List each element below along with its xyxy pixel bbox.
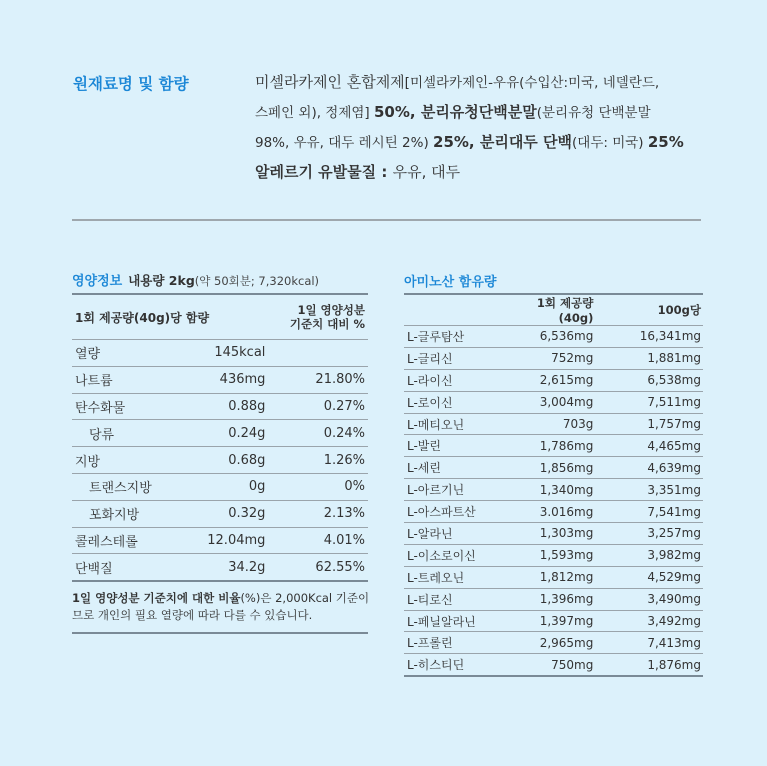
amino-serving: 1,812mg	[514, 566, 593, 588]
nutrition-row	[72, 447, 368, 474]
nutrient-name: 지방	[72, 447, 197, 474]
amino-name: L-글리신	[404, 347, 514, 369]
capacity-label: 내용량 2kg	[128, 273, 195, 288]
amino-per100g: 3,492mg	[593, 610, 703, 632]
nutrition-header	[72, 270, 319, 289]
amino-serving: 1,340mg	[514, 479, 593, 501]
nutrition-table	[72, 293, 368, 582]
amino-name: L-히스티딘	[404, 654, 514, 676]
ingredient-part: 25%	[647, 133, 684, 151]
nutrient-amount: 0.88g	[197, 393, 266, 420]
nutrition-row	[72, 554, 368, 581]
nutrient-name: 단백질	[72, 554, 197, 581]
amino-per100g: 4,529mg	[593, 566, 703, 588]
footnote-bold: 1일 영양성분 기준치에 대한 비율	[72, 591, 241, 605]
nutrition-row	[72, 393, 368, 420]
amino-body	[404, 326, 703, 677]
allergy-value: 우유, 대두	[392, 163, 461, 181]
nutrient-dv: 21.80%	[265, 366, 368, 393]
allergy-label: 알레르기 유발물질 :	[255, 163, 393, 181]
ingredient-part: 25%, 분리대두 단백	[433, 133, 573, 151]
amino-row	[404, 501, 703, 523]
nutrient-dv: 4.01%	[265, 527, 368, 554]
nutrient-dv: 0%	[265, 473, 368, 500]
amino-per100g: 7,413mg	[593, 632, 703, 654]
header-dv-line1: 1일 영양성분	[297, 303, 365, 317]
amino-name: L-발린	[404, 435, 514, 457]
amino-name: L-세린	[404, 457, 514, 479]
nutrient-amount: 0g	[197, 473, 266, 500]
nutrient-name: 나트륨	[72, 366, 197, 393]
amino-header-row	[404, 294, 703, 326]
amino-per100g: 7,511mg	[593, 391, 703, 413]
amino-row	[404, 544, 703, 566]
header-blank	[404, 294, 514, 326]
header-dv-line2: 기준치 대비 %	[289, 317, 365, 331]
amino-name: L-이소로이신	[404, 544, 514, 566]
nutrient-name: 포화지방	[72, 500, 197, 527]
nutrition-footnote	[72, 590, 372, 624]
amino-per100g: 6,538mg	[593, 369, 703, 391]
nutrient-amount: 0.24g	[197, 420, 266, 447]
amino-name: L-메티오닌	[404, 413, 514, 435]
nutrition-row	[72, 527, 368, 554]
footnote-rest: (%)은 2,000Kcal 기준이므로 개인의 필요 열량에 따라 다를 수 있습니다.	[72, 591, 370, 622]
nutrient-amount: 145kcal	[197, 340, 266, 367]
amino-name: L-아르기닌	[404, 479, 514, 501]
amino-row	[404, 326, 703, 348]
nutrient-dv: 1.26%	[265, 447, 368, 474]
header-per100g: 100g당	[593, 294, 703, 326]
amino-serving: 3.016mg	[514, 501, 593, 523]
nutrient-dv: 2.13%	[265, 500, 368, 527]
nutrient-name: 트랜스지방	[72, 473, 197, 500]
amino-name: L-페닐알라닌	[404, 610, 514, 632]
nutrition-header-row	[72, 294, 368, 340]
amino-name: L-티로신	[404, 588, 514, 610]
amino-name: L-프롤린	[404, 632, 514, 654]
amino-per100g: 4,639mg	[593, 457, 703, 479]
amino-per100g: 3,351mg	[593, 479, 703, 501]
amino-serving: 1,396mg	[514, 588, 593, 610]
header-serving: 1회 제공량(40g)	[514, 294, 593, 326]
amino-serving: 1,593mg	[514, 544, 593, 566]
nutrition-row	[72, 366, 368, 393]
capacity-note: (약 50회분; 7,320kcal)	[194, 274, 320, 288]
nutrition-title: 영양정보	[72, 274, 123, 289]
nutrient-amount: 0.68g	[197, 447, 266, 474]
amino-table	[404, 293, 703, 677]
nutrient-name: 당류	[72, 420, 197, 447]
amino-per100g: 4,465mg	[593, 435, 703, 457]
nutrient-amount: 0.32g	[197, 500, 266, 527]
amino-per100g: 3,982mg	[593, 544, 703, 566]
ingredients-title: 원재료명 및 함량	[73, 75, 189, 93]
amino-serving: 1,397mg	[514, 610, 593, 632]
ingredient-part: (분리유청 단백분말	[536, 105, 651, 121]
ingredient-part: 스페인 외), 정제염]	[255, 105, 374, 121]
nutrient-amount: 12.04mg	[197, 527, 266, 554]
amino-per100g: 7,541mg	[593, 501, 703, 523]
nutrient-name: 콜레스테롤	[72, 527, 197, 554]
amino-row	[404, 413, 703, 435]
amino-serving: 752mg	[514, 347, 593, 369]
amino-serving: 2,965mg	[514, 632, 593, 654]
amino-serving: 1,856mg	[514, 457, 593, 479]
nutrition-row	[72, 500, 368, 527]
amino-serving: 2,615mg	[514, 369, 593, 391]
amino-name: L-글루탐산	[404, 326, 514, 348]
amino-row	[404, 435, 703, 457]
amino-row	[404, 479, 703, 501]
section-divider	[72, 219, 701, 221]
amino-row	[404, 632, 703, 654]
ingredient-part: (대두: 미국)	[572, 135, 648, 151]
nutrient-amount: 34.2g	[197, 554, 266, 581]
header-daily-value	[265, 294, 368, 340]
amino-name: L-라이신	[404, 369, 514, 391]
nutrient-amount: 436mg	[197, 366, 266, 393]
ingredient-part: 98%, 우유, 대두 레시틴 2%)	[255, 135, 434, 151]
ingredient-part: [미셀라카제인-우유(수입산:미국, 네델란드,	[404, 75, 660, 91]
nutrient-dv: 0.24%	[265, 420, 368, 447]
nutrition-row	[72, 340, 368, 367]
amino-row	[404, 654, 703, 676]
amino-serving: 703g	[514, 413, 593, 435]
nutrition-row	[72, 420, 368, 447]
amino-serving: 1,786mg	[514, 435, 593, 457]
ingredient-part: 미셀라카제인 혼합제제	[255, 73, 405, 91]
nutrient-dv: 0.27%	[265, 393, 368, 420]
ingredients-text	[255, 68, 710, 187]
amino-name: L-아스파트산	[404, 501, 514, 523]
amino-title: 아미노산 함유량	[404, 275, 497, 290]
amino-row	[404, 588, 703, 610]
nutrition-row	[72, 473, 368, 500]
footnote-divider	[72, 632, 368, 634]
amino-serving: 6,536mg	[514, 326, 593, 348]
amino-name: L-트레오닌	[404, 566, 514, 588]
amino-row	[404, 523, 703, 545]
nutrient-name: 탄수화물	[72, 393, 197, 420]
nutrient-name: 열량	[72, 340, 197, 367]
amino-serving: 3,004mg	[514, 391, 593, 413]
amino-row	[404, 457, 703, 479]
amino-row	[404, 347, 703, 369]
amino-per100g: 1,757mg	[593, 413, 703, 435]
amino-name: L-알라닌	[404, 523, 514, 545]
amino-per100g: 16,341mg	[593, 326, 703, 348]
amino-per100g: 1,876mg	[593, 654, 703, 676]
amino-row	[404, 369, 703, 391]
amino-per100g: 1,881mg	[593, 347, 703, 369]
amino-serving: 1,303mg	[514, 523, 593, 545]
amino-serving: 750mg	[514, 654, 593, 676]
amino-row	[404, 391, 703, 413]
amino-row	[404, 610, 703, 632]
nutrient-dv: 62.55%	[265, 554, 368, 581]
amino-per100g: 3,490mg	[593, 588, 703, 610]
amino-row	[404, 566, 703, 588]
header-serving: 1회 제공량(40g)당 함량	[72, 294, 265, 340]
ingredient-part: 50%, 분리유청단백분말	[374, 103, 537, 121]
amino-per100g: 3,257mg	[593, 523, 703, 545]
nutrient-dv	[265, 340, 368, 367]
amino-name: L-로이신	[404, 391, 514, 413]
